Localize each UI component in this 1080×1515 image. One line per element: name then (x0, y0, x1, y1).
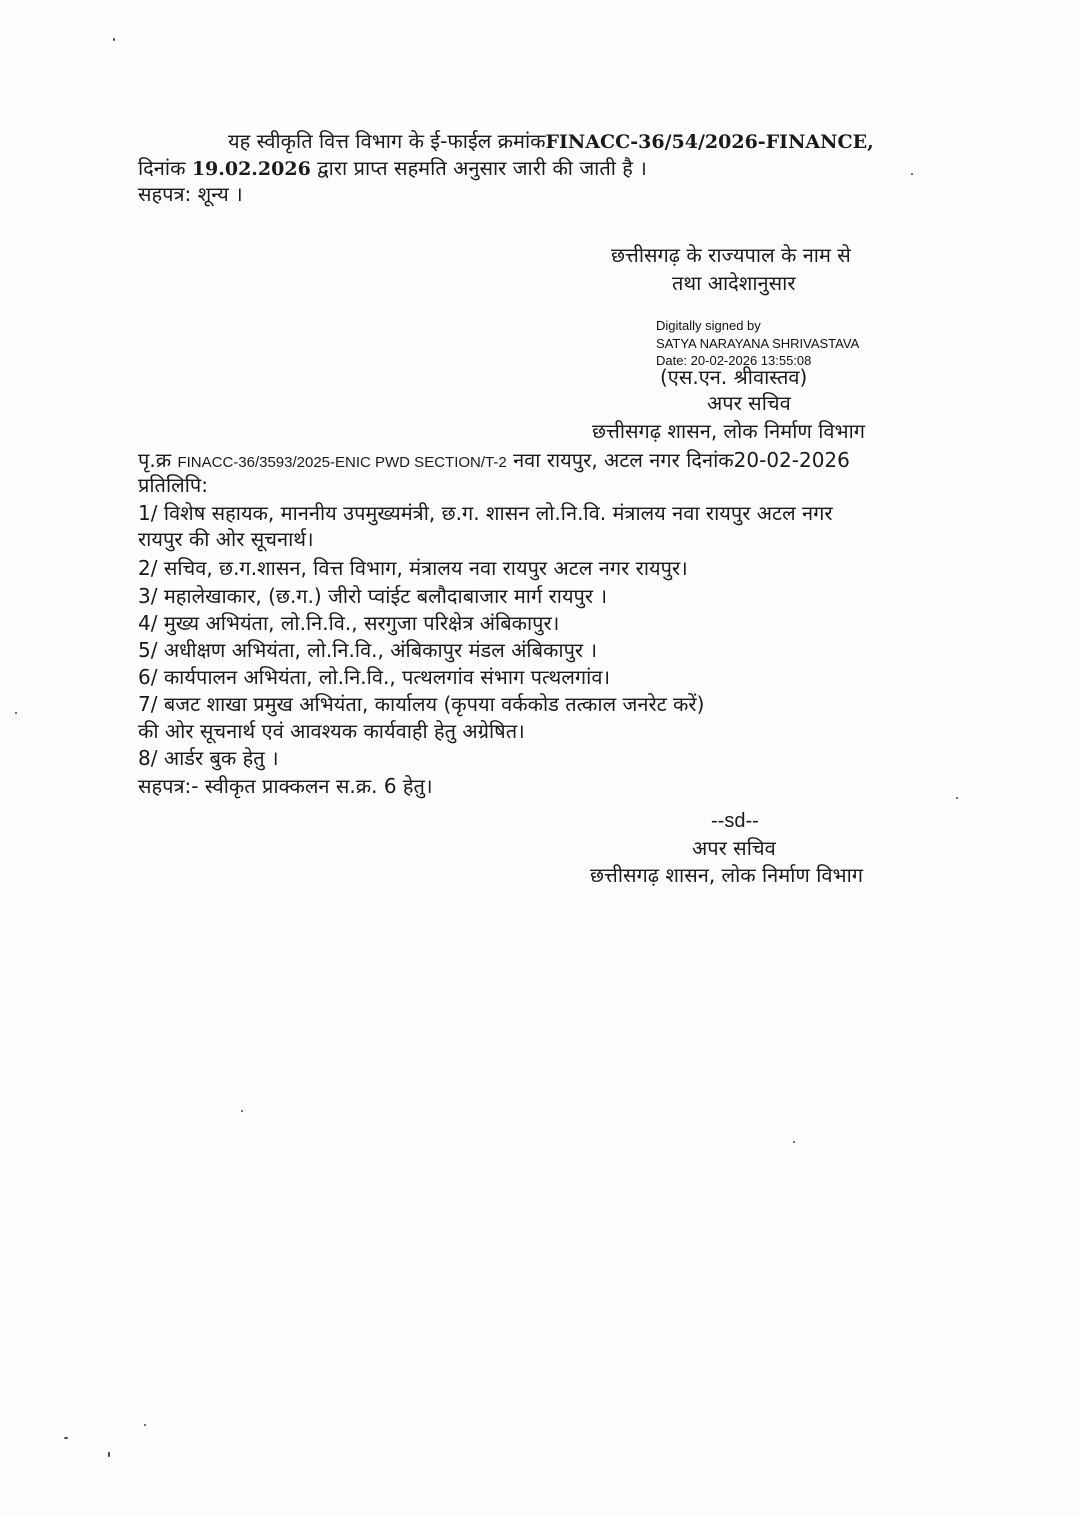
signatory-department: छत्तीसगढ़ शासन, लोक निर्माण विभाग (592, 419, 866, 443)
endorsement-place-date: नवा रायपुर, अटल नगर दिनांक20-02-2026 (513, 448, 850, 472)
authority-line-2: तथा आदेशानुसार (672, 271, 796, 295)
closing-department: छत्तीसगढ़ शासन, लोक निर्माण विभाग (590, 863, 864, 887)
scan-speck (241, 1110, 243, 1112)
approval-date-prefix: दिनांक (138, 156, 186, 180)
scan-speck (956, 797, 958, 799)
digital-signature-line-2: SATYA NARAYANA SHRIVASTAVA (656, 336, 860, 351)
copy-list-item: 5/ अधीक्षण अभियंता, लो.नि.वि., अंबिकापुर मंडल अंबिकापुर । (138, 638, 598, 662)
approval-line-1 (228, 128, 874, 155)
scan-speck (108, 1452, 110, 1457)
scan-speck (64, 1437, 68, 1439)
approval-line-2 (138, 155, 647, 182)
endorsement-line (138, 447, 850, 476)
copy-list-item: 1/ विशेष सहायक, माननीय उपमुख्यमंत्री, छ.ग. शासन लो.नि.वि. मंत्रालय नवा रायपुर अटल नगर (138, 501, 833, 525)
scan-speck (113, 38, 115, 41)
authority-line-1: छत्तीसगढ़ के राज्यपाल के नाम से (611, 243, 851, 267)
copy-list-item: 4/ मुख्य अभियंता, लो.नि.वि., सरगुजा परिक्षेत्र अंबिकापुर। (138, 611, 560, 635)
endorsement-prefix: पृ.क्र (138, 448, 172, 472)
copy-list-item: 7/ बजट शाखा प्रमुख अभियंता, कार्यालय (कृपया वर्ककोड तत्काल जनरेट करें) (138, 692, 705, 716)
copy-list-item: 3/ महालेखाकार, (छ.ग.) जीरो प्वांईट बलौदाबाजार मार्ग रायपुर । (138, 584, 608, 608)
copy-list-item: सहपत्र:- स्वीकृत प्राक्कलन स.क्र. 6 हेतु। (138, 774, 433, 798)
copy-list-item: रायपुर की ओर सूचनार्थ। (138, 527, 314, 551)
approval-line-1-text: यह स्वीकृति वित्त विभाग के ई-फाईल क्रमांक (228, 129, 546, 153)
copy-list-item: 6/ कार्यपालन अभियंता, लो.नि.वि., पत्थलगांव संभाग पत्थलगांव। (138, 665, 611, 689)
approval-line-2-text: द्वारा प्राप्त सहमति अनुसार जारी की जाती है । (317, 156, 647, 180)
copy-list-item: 8/ आर्डर बुक हेतु । (138, 746, 279, 770)
finance-file-number: FINACC-36/54/2026-FINANCE, (545, 131, 874, 153)
digital-signature-line-1: Digitally signed by (656, 318, 761, 333)
signatory-name: (एस.एन. श्रीवास्तव) (660, 365, 808, 389)
scan-speck (911, 173, 913, 175)
copy-heading: प्रतिलिपि: (138, 473, 208, 497)
approval-attachment: सहपत्र: शून्य । (138, 182, 243, 206)
approval-date: 19.02.2026 (191, 158, 311, 180)
signatory-designation: अपर सचिव (707, 391, 791, 415)
scan-speck (144, 1424, 146, 1426)
scan-speck (793, 1141, 795, 1143)
copy-list-item: की ओर सूचनार्थ एवं आवश्यक कार्यवाही हेतु अग्रेषित। (138, 719, 525, 743)
closing-designation: अपर सचिव (692, 836, 776, 860)
closing-sd: --sd-- (711, 810, 759, 832)
endorsement-ref-number: FINACC-36/3593/2025-ENIC PWD SECTION/T-2 (177, 454, 507, 471)
digital-signature-line-3: Date: 20-02-2026 13:55:08 (656, 353, 812, 368)
copy-list-item: 2/ सचिव, छ.ग.शासन, वित्त विभाग, मंत्रालय नवा रायपुर अटल नगर रायपुर। (138, 556, 688, 580)
scan-speck (15, 712, 17, 714)
